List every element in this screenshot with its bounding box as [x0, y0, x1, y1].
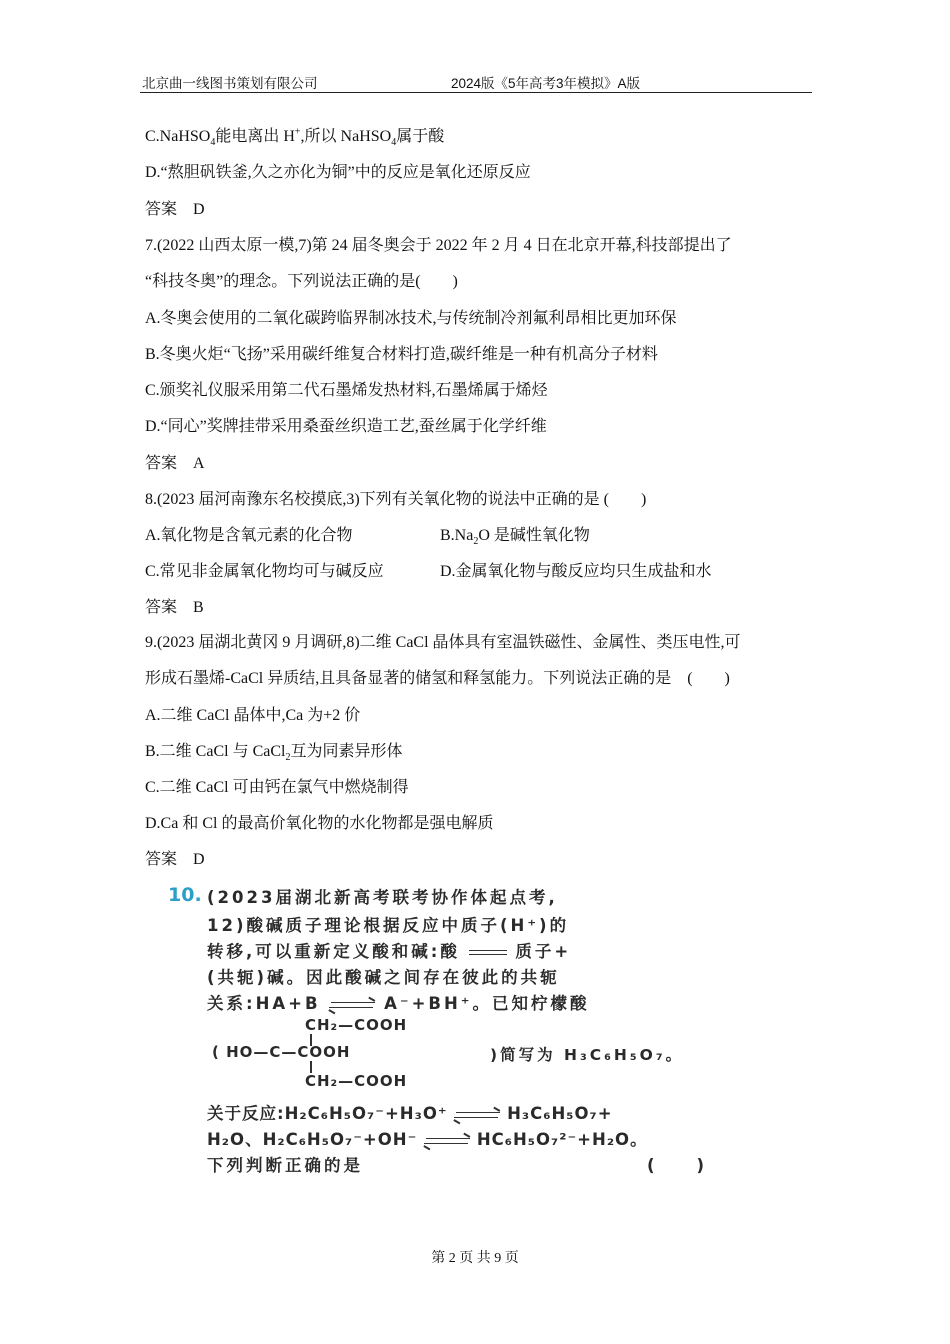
- q10-line7: H₂O、H₂C₆H₅O₇⁻+OH⁻ HC₆H₅O₇²⁻+H₂O。: [207, 1130, 648, 1149]
- q9-answer: 答案 D: [145, 851, 205, 868]
- q9-option-a: A.二维 CaCl 晶体中,Ca 为+2 价: [145, 707, 361, 724]
- q7-stem-line1: 7.(2022 山西太原一模,7)第 24 届冬奥会于 2022 年 2 月 4 日在北京开幕,科技部提出了: [145, 237, 732, 254]
- page-header: [140, 70, 812, 93]
- citric-acid-middle: ( HO—C—COOH: [212, 1043, 351, 1061]
- q9-option-b: B.二维 CaCl 与 CaCl$_2$互为同素异形体: [145, 743, 403, 764]
- q10-line8: 下列判断正确的是 ( ): [207, 1156, 708, 1175]
- citric-acid-bottom: CH₂—COOH: [305, 1072, 408, 1090]
- q9-stem-line1: 9.(2023 届湖北黄冈 9 月调研,8)二维 CaCl 晶体具有室温铁磁性、金属性、类压电性,可: [145, 634, 741, 651]
- q9-stem-line2: 形成石墨烯-CaCl 异质结,且具备显著的储氢和释氢能力。下列说法正确的是 ( ): [145, 670, 730, 687]
- q10-line5: 关系:HA+B A⁻+BH⁺。已知柠檬酸: [207, 994, 590, 1013]
- q7-option-a: A.冬奥会使用的二氧化碳跨临界制冰技术,与传统制冷剂氟利昂相比更加环保: [145, 310, 677, 327]
- q8-option-a: A.氧化物是含氧元素的化合物: [145, 527, 353, 544]
- citric-acid-top: CH₂—COOH: [305, 1016, 408, 1034]
- q7-option-c: C.颁奖礼仪服采用第二代石墨烯发热材料,石墨烯属于烯烃: [145, 382, 548, 399]
- q9-option-c: C.二维 CaCl 可由钙在氯气中燃烧制得: [145, 779, 409, 796]
- q7-answer: 答案 A: [145, 455, 205, 472]
- q7-option-b: B.冬奥火炬“飞扬”采用碳纤维复合材料打造,碳纤维是一种有机高分子材料: [145, 346, 658, 363]
- q6-option-c: C.NaHSO$_4$能电离出 H+,所以 NaHSO$_4$属于酸: [145, 126, 445, 149]
- q8-option-d: D.金属氧化物与酸反应均只生成盐和水: [440, 563, 712, 580]
- q6-option-d: D.“熬胆矾铁釜,久之亦化为铜”中的反应是氧化还原反应: [145, 164, 531, 181]
- book-title: 2024版《5年高考3年模拟》A版: [451, 76, 641, 91]
- q10-line3: 转移,可以重新定义酸和碱:酸 质子+: [207, 942, 572, 961]
- publisher-name: 北京曲一线图书策划有限公司: [142, 76, 318, 91]
- q9-option-d: D.Ca 和 Cl 的最高价氧化物的水化物都是强电解质: [145, 815, 494, 832]
- q10-line6: 关于反应:H₂C₆H₅O₇⁻+H₃O⁺ H₃C₆H₅O₇+: [207, 1104, 613, 1123]
- q10-line1: (2023届湖北新高考联考协作体起点考,: [207, 888, 558, 907]
- q10-scanned-excerpt: [160, 880, 760, 1180]
- equilibrium-sign: [469, 948, 507, 958]
- citric-acid-abbreviation: )简写为 H₃C₆H₅O₇。: [490, 1046, 685, 1064]
- q8-answer: 答案 B: [145, 599, 204, 616]
- reversible-arrow: [424, 1136, 470, 1146]
- q6-answer: 答案 D: [145, 201, 205, 218]
- page-footer: 第 2 页 共 9 页: [431, 1251, 519, 1266]
- q10-number: 10.: [168, 884, 202, 906]
- q7-option-d: D.“同心”奖牌挂带采用桑蚕丝织造工艺,蚕丝属于化学纤维: [145, 418, 547, 435]
- q8-option-b: $B.Na_2O$ 是碱性氧化物: [440, 527, 590, 548]
- q10-line2: 12)酸碱质子理论根据反应中质子(H⁺)的: [207, 916, 570, 935]
- reversible-arrow: [454, 1110, 500, 1120]
- reversible-arrow: [329, 1000, 375, 1010]
- q8-option-c: C.常见非金属氧化物均可与碱反应: [145, 563, 384, 580]
- q7-stem-line2: “科技冬奥”的理念。下列说法正确的是( ): [145, 273, 458, 290]
- q10-line4: (共轭)碱。因此酸碱之间存在彼此的共轭: [207, 968, 560, 987]
- q8-stem: 8.(2023 届河南豫东名校摸底,3)下列有关氧化物的说法中正确的是 ( ): [145, 491, 647, 508]
